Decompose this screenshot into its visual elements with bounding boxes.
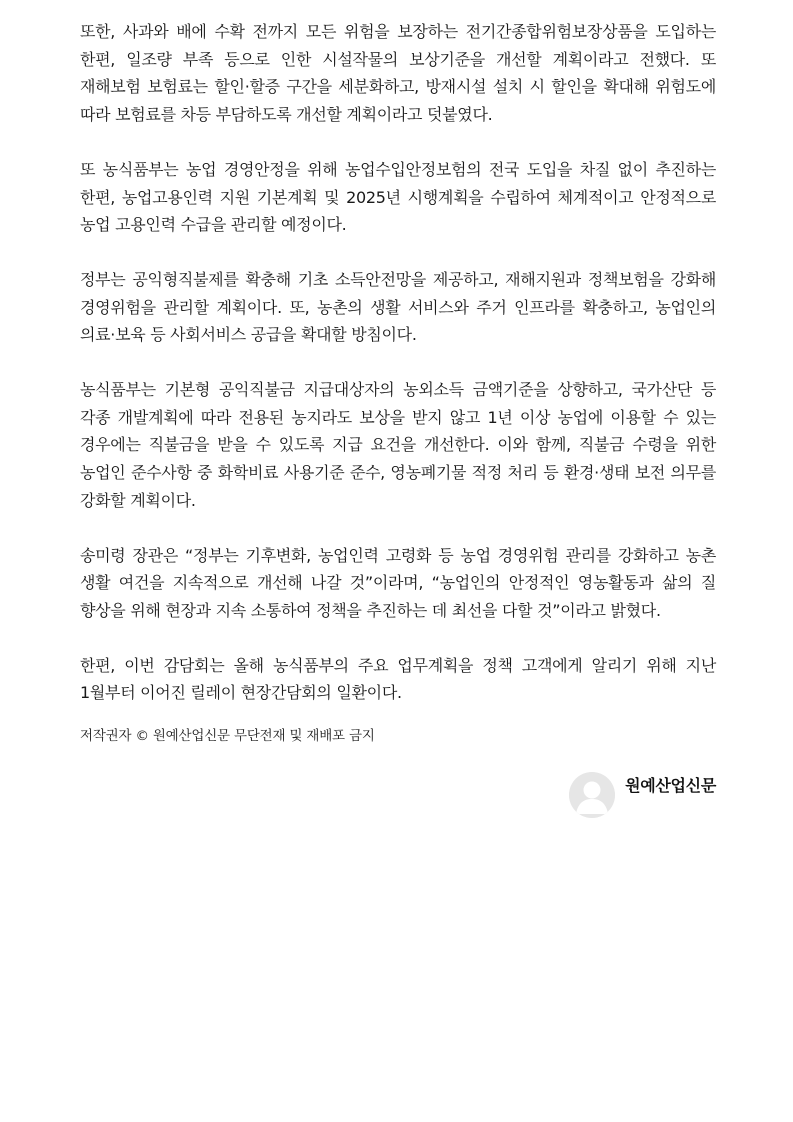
article-paragraph-2: 또 농식품부는 농업 경영안정을 위해 농업수입안정보험의 전국 도입을 차질 없이 추진하는 한편, 농업고용인력 지원 기본계획 및 2025년 시행계획을 수립하여 체계적이고 안정적으로 농업 고용인력 수급을 관리할 예정이다. <box>80 159 716 235</box>
avatar[interactable] <box>569 772 615 818</box>
article-paragraph-3: 정부는 공익형직불제를 확충해 기초 소득안전망을 제공하고, 재해지원과 정책보험을 강화해 경영위험을 관리할 계획이다. 또, 농촌의 생활 서비스와 주거 인프라를 확충하고, 농업인의 의료·보육 등 사회서비스 공급을 확대할 방침이다. <box>80 269 716 345</box>
copyright-notice: 저작권자 © 원예산업신문 무단전재 및 재배포 금지 <box>80 728 375 745</box>
reporter-byline[interactable] <box>569 772 716 818</box>
reporter-name[interactable]: 원예산업신문 <box>625 776 716 795</box>
article-paragraph-1: 또한, 사과와 배에 수확 전까지 모든 위험을 보장하는 전기간종합위험보장상품을 도입하는 한편, 일조량 부족 등으로 인한 시설작물의 보상기준을 개선할 계획이라고 전했다. 또 재해보험 보험료는 할인·할증 구간을 세분화하고, 방재시설 설치 시 할인을 확대해 위험도에 따라 보험료를 차등 부담하도록 개선할 계획이라고 덧붙였다. <box>80 22 716 125</box>
article-paragraph-6: 한편, 이번 감담회는 올해 농식품부의 주요 업무계획을 정책 고객에게 알리기 위해 지난 1월부터 이어진 릴레이 현장간담회의 일환이다. <box>80 655 716 703</box>
article-paragraph-4: 농식품부는 기본형 공익직불금 지급대상자의 농외소득 금액기준을 상향하고, 국가산단 등 각종 개발계획에 따라 전용된 농지라도 보상을 받지 않고 1년 이상 농업에 이용할 수 있는 경우에는 직불금을 받을 수 있도록 지급 요건을 개선한다. 이와 함께, 직불금 수령을 위한 농업인 준수사항 중 화학비료 사용기준 준수, 영농폐기물 적정 처리 등 환경·생태 보전 의무를 강화할 계획이다. <box>80 380 716 510</box>
article-paragraph-5: 송미령 장관은 “정부는 기후변화, 농업인력 고령화 등 농업 경영위험 관리를 강화하고 농촌 생활 여건을 지속적으로 개선해 나갈 것”이라며, “농업인의 안정적인 영농활동과 삶의 질 향상을 위해 현장과 지속 소통하여 정책을 추진하는 데 최선을 다할 것”이라고 밝혔다. <box>80 545 716 620</box>
article-body <box>80 18 716 746</box>
user-silhouette-icon <box>569 772 615 818</box>
